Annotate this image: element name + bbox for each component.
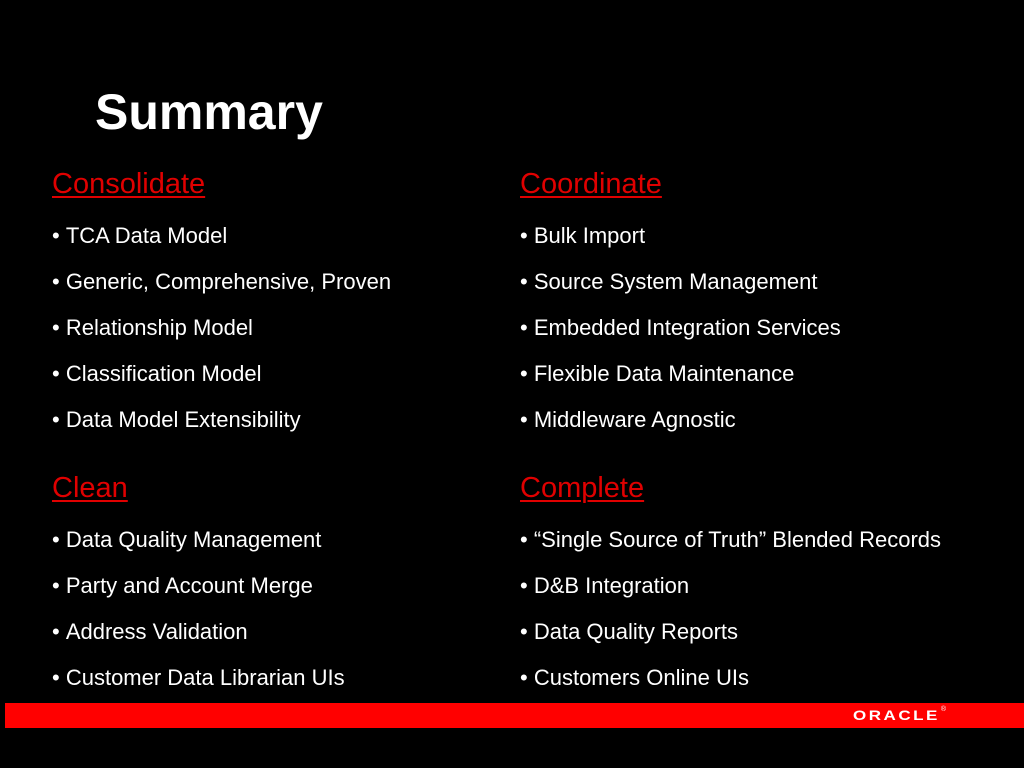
list-item: [520, 361, 841, 407]
bullet-text: • TCA Data Model: [52, 223, 227, 248]
bullet-text: • Relationship Model: [52, 315, 253, 340]
clean-list: [52, 527, 345, 711]
bullet-text: • Data Quality Reports: [520, 619, 738, 644]
list-item: [52, 315, 391, 361]
slide-title: Summary: [95, 84, 323, 140]
list-item: [520, 315, 841, 361]
footer-bar: [5, 703, 1024, 728]
bullet-text: • Classification Model: [52, 361, 261, 386]
bullet-text: • Customer Data Librarian UIs: [52, 665, 345, 690]
list-item: [520, 223, 841, 269]
bullet-text: • Source System Management: [520, 269, 818, 294]
registered-mark: ®: [940, 706, 946, 713]
list-item: [52, 269, 391, 315]
bullet-text: • Party and Account Merge: [52, 573, 313, 598]
list-item: [52, 619, 345, 665]
coordinate-list: [520, 223, 841, 453]
list-item: [52, 573, 345, 619]
list-item: [52, 361, 391, 407]
list-item: [52, 407, 391, 453]
bullet-text: • Embedded Integration Services: [520, 315, 841, 340]
bullet-text: • Flexible Data Maintenance: [520, 361, 794, 386]
bullet-text: • Customers Online UIs: [520, 665, 749, 690]
consolidate-list: [52, 223, 391, 453]
bullet-text: • Address Validation: [52, 619, 248, 644]
bullet-text: • Bulk Import: [520, 223, 645, 248]
bullet-text: • Data Quality Management: [52, 527, 321, 552]
bullet-text: • Generic, Comprehensive, Proven: [52, 269, 391, 294]
list-item: [52, 223, 391, 269]
list-item: [520, 527, 941, 573]
section-heading-clean: Clean: [52, 472, 128, 504]
bullet-text: • D&B Integration: [520, 573, 689, 598]
section-heading-coordinate: Coordinate: [520, 168, 662, 200]
list-item: [520, 619, 941, 665]
oracle-logo-text: ORACLE: [853, 707, 940, 723]
list-item: [52, 527, 345, 573]
list-item: [520, 407, 841, 453]
section-heading-complete: Complete: [520, 472, 645, 504]
complete-list: [520, 527, 941, 711]
bullet-text: • “Single Source of Truth” Blended Records: [520, 527, 941, 552]
bullet-text: • Middleware Agnostic: [520, 407, 736, 432]
list-item: [520, 573, 941, 619]
section-heading-consolidate: Consolidate: [52, 168, 206, 200]
list-item: [520, 269, 841, 315]
oracle-logo: [853, 706, 946, 725]
bullet-text: • Data Model Extensibility: [52, 407, 301, 432]
